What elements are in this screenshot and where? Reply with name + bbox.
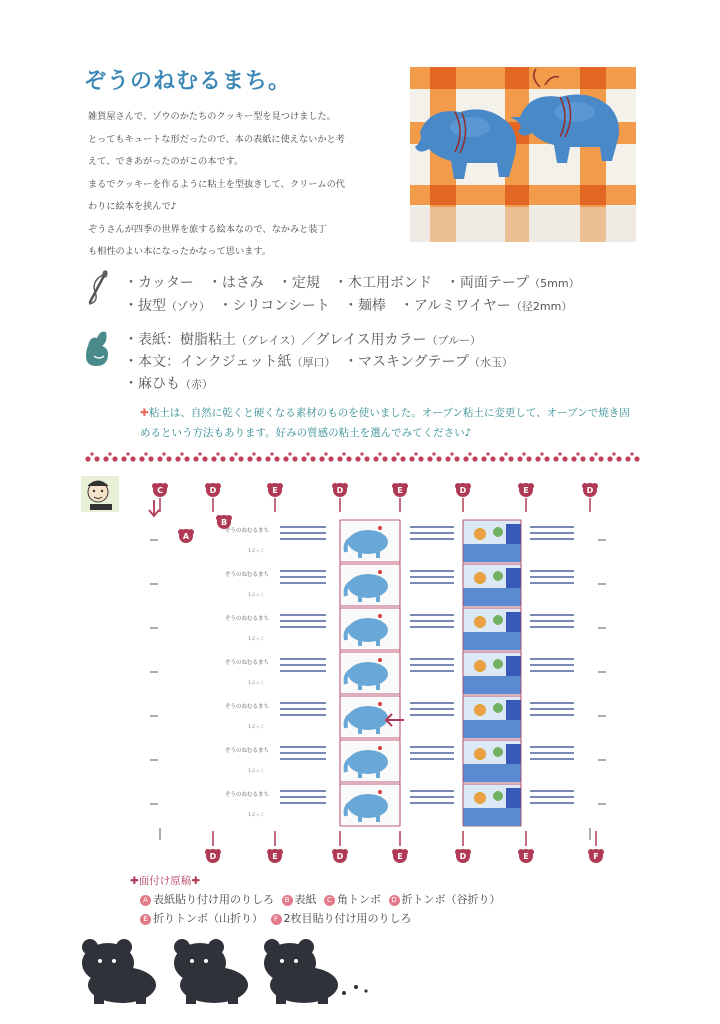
- legend-item: A 表紙貼り付け用のりしろ: [140, 891, 274, 907]
- svg-text:E: E: [272, 486, 278, 495]
- legend-item: F 2枚目貼り付け用のりしろ: [271, 910, 412, 926]
- elephant-cookie-photo: [410, 67, 636, 242]
- svg-text:E: E: [397, 486, 403, 495]
- plus-icon: ✚: [140, 407, 149, 419]
- fold-marker-top: [392, 483, 408, 497]
- elephant-page-thumb: [340, 696, 400, 738]
- row-title-text: ぞうのねむるまち: [225, 748, 270, 754]
- scene-page-thumb: [463, 740, 521, 782]
- row-page-text: 1ぶっく: [248, 681, 265, 686]
- svg-text:E: E: [523, 852, 529, 861]
- svg-text:C: C: [157, 486, 163, 495]
- elephant-page-thumb: [340, 564, 400, 606]
- legend-item: E 折りトンボ（山折り）: [140, 910, 263, 926]
- svg-text:D: D: [336, 852, 344, 861]
- svg-text:B: B: [220, 518, 228, 527]
- svg-text:A: A: [182, 532, 190, 541]
- row-title-text: ぞうのねむるまち: [225, 616, 270, 622]
- row-page-text: 1ぶっく: [248, 725, 265, 730]
- svg-text:E: E: [523, 486, 529, 495]
- materials-line-2: ・本文：インクジェット紙（厚口） ・マスキングテープ（水玉）: [124, 354, 513, 370]
- elephant-page-thumb: [340, 520, 400, 562]
- scene-page-thumb: [463, 784, 521, 826]
- row-page-text: 1ぶっく: [248, 637, 265, 642]
- row-title-text: ぞうのねむるまち: [225, 572, 270, 578]
- legend-row-2: [140, 910, 416, 926]
- legend-title: ✚面付け原稿✚: [130, 875, 201, 887]
- fold-marker-top: [582, 483, 598, 497]
- materials-line-1: ・表紙：樹脂粘土（グレイス）／グレイス用カラー（ブルー）: [124, 332, 482, 348]
- row-title-text: ぞうのねむるまち: [225, 528, 270, 534]
- fold-marker-top: [518, 483, 534, 497]
- svg-text:E: E: [272, 852, 278, 861]
- svg-text:F: F: [593, 852, 599, 861]
- glue-margin-marker: [178, 529, 194, 543]
- plus-icon: ✚: [191, 875, 201, 887]
- scene-page-thumb: [463, 652, 521, 694]
- intro-line: えて、できあがったのがこの本です。: [88, 156, 244, 167]
- fold-marker-top: [205, 483, 221, 497]
- tools-line-2: ・抜型（ゾウ） ・シリコンシート ・麺棒 ・アルミワイヤー（径2mm）: [124, 298, 573, 314]
- intro-line: も相性のよい本になったかなって思います。: [88, 246, 272, 257]
- row-page-text: 1ぶっく: [248, 813, 265, 818]
- svg-text:D: D: [209, 486, 217, 495]
- bag-icon: [84, 328, 114, 368]
- svg-text:D: D: [459, 852, 467, 861]
- tools-line-1: ・カッター ・はさみ ・定規 ・木工用ボンド ・両面テープ（5mm）: [124, 275, 580, 291]
- flower-divider: [84, 449, 642, 463]
- scene-page-thumb: [463, 608, 521, 650]
- intro-line: まるでクッキーを作るように粘土を型抜きして、クリームの代: [88, 178, 345, 190]
- fold-marker-bottom: [205, 849, 221, 863]
- bears-decoration: [80, 935, 380, 1005]
- cover-marker: [216, 515, 232, 529]
- character-icon: [78, 474, 122, 518]
- fold-marker-bottom: [588, 849, 604, 863]
- row-title-text: ぞうのねむるまち: [225, 660, 270, 666]
- row-title-text: ぞうのねむるまち: [225, 792, 270, 798]
- scene-page-thumb: [463, 520, 521, 562]
- fold-marker-bottom: [455, 849, 471, 863]
- intro-text: [88, 106, 403, 264]
- page-title: ぞうのねむるまち。: [84, 69, 292, 94]
- fold-marker-bottom: [518, 849, 534, 863]
- needle-thread-icon: [84, 268, 114, 308]
- svg-text:E: E: [397, 852, 403, 861]
- scene-page-thumb: [463, 564, 521, 606]
- elephant-page-thumb: [340, 608, 400, 650]
- fold-marker-top: [332, 483, 348, 497]
- fold-marker-top: [152, 483, 168, 497]
- legend-item: D 折トンボ（谷折り）: [389, 891, 501, 907]
- elephant-page-thumb: [340, 740, 400, 782]
- fold-marker-bottom: [332, 849, 348, 863]
- intro-line: わりに絵本を挟んで♪: [88, 201, 177, 212]
- svg-text:D: D: [459, 486, 467, 495]
- legend-row-1: [140, 891, 505, 907]
- legend-item: C 角トンボ: [324, 891, 381, 907]
- scene-page-thumb: [463, 696, 521, 738]
- imposition-diagram: [130, 476, 620, 876]
- elephant-page-thumb: [340, 784, 400, 826]
- clay-note: ✚粘土は、自然に乾くと硬くなる素材のものを使いました。オーブン粘土に変更して、オーブンで焼き固めるという方法もあります。好みの質感の粘土を選んでみてください♪: [140, 407, 630, 439]
- fold-marker-bottom: [267, 849, 283, 863]
- intro-line: とってもキュートな形だったので、本の表紙に使えないかと考: [88, 133, 345, 145]
- fold-marker-top: [455, 483, 471, 497]
- materials-line-3: ・麻ひも（赤）: [124, 376, 213, 392]
- svg-text:D: D: [209, 852, 217, 861]
- row-page-text: 1ぶっく: [248, 593, 265, 598]
- fold-marker-top: [267, 483, 283, 497]
- row-page-text: 1ぶっく: [248, 769, 265, 774]
- fold-marker-bottom: [392, 849, 408, 863]
- elephant-page-thumb: [340, 652, 400, 694]
- row-title-text: ぞうのねむるまち: [225, 704, 270, 710]
- row-page-text: 1ぶっく: [248, 549, 265, 554]
- legend-item: B 表紙: [282, 891, 317, 907]
- intro-line: 雑貨屋さんで、ゾウのかたちのクッキー型を見つけました。: [88, 111, 336, 122]
- svg-text:D: D: [586, 486, 594, 495]
- svg-text:D: D: [336, 486, 344, 495]
- intro-line: ぞうさんが四季の世界を旅する絵本なので、なかみと装丁: [88, 223, 327, 235]
- plus-icon: ✚: [130, 875, 139, 887]
